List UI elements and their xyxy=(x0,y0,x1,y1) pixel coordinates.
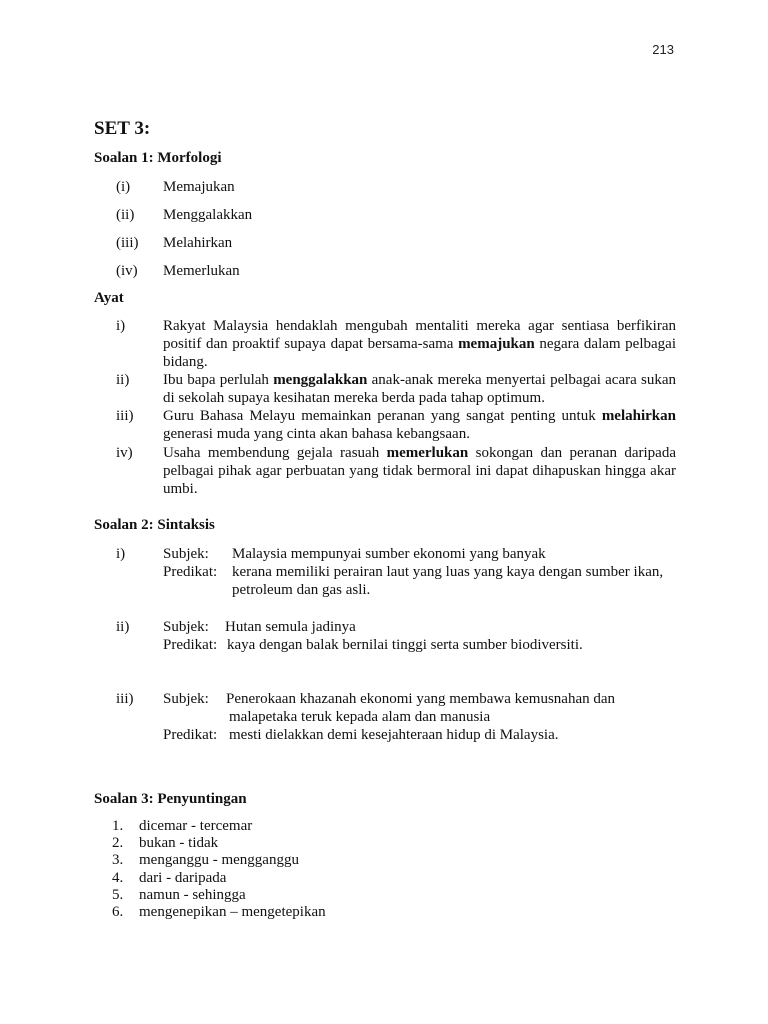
list-item-num: 3. xyxy=(112,852,124,869)
morfologi-item-num: (ii) xyxy=(116,207,135,223)
morfologi-item-text: Melahirkan xyxy=(163,235,233,251)
subjek-text: Penerokaan khazanah ekonomi yang membawa kemusnahan dan xyxy=(226,691,616,707)
ayat-keyword: melahirkan xyxy=(601,408,676,424)
sintaksis-item-num: ii) xyxy=(116,619,130,635)
ayat-item xyxy=(94,371,676,407)
predikat-label: Predikat: xyxy=(163,727,218,743)
morfologi-item-num: (iv) xyxy=(116,263,138,279)
ayat-heading: Ayat xyxy=(94,290,124,306)
subjek-label: Subjek: xyxy=(163,619,209,635)
morfologi-item-text: Memerlukan xyxy=(163,263,240,279)
list-item-text: dari - daripada xyxy=(139,869,227,886)
soalan3-heading: Soalan 3: Penyuntingan xyxy=(94,791,247,807)
subjek-text: Malaysia mempunyai sumber ekonomi yang banyak xyxy=(232,546,546,562)
ayat-keyword: menggalakkan xyxy=(273,372,368,388)
predikat-text: mesti dielakkan demi kesejahteraan hidup di Malaysia. xyxy=(229,727,559,743)
ayat-item-text: Guru Bahasa Melayu memainkan peranan yang sangat penting untuk melahirkan generasi muda yang cinta akan bahasa kebangsaan. xyxy=(163,408,676,442)
soalan1-heading: Soalan 1: Morfologi xyxy=(94,150,222,166)
predikat-label: Predikat: xyxy=(163,637,218,653)
predikat-text: kerana memiliki perairan laut yang luas yang kaya dengan sumber ikan, xyxy=(232,564,664,580)
list-item-text: bukan - tidak xyxy=(139,835,219,852)
morfologi-item-text: Memajukan xyxy=(163,179,235,195)
predikat-continuation: petroleum dan gas asli. xyxy=(232,582,371,598)
predikat-label: Predikat: xyxy=(163,564,218,580)
page-number: 213 xyxy=(652,42,674,57)
ayat-keyword: memajukan xyxy=(458,336,535,352)
sintaksis-item-num: iii) xyxy=(116,691,134,707)
ayat-item-text: Rakyat Malaysia hendaklah mengubah mentaliti mereka agar sentiasa berfikiran positif dan proaktif supaya dapat bersama-sama memajukan negara dalam pelbagai bidang. xyxy=(163,318,676,370)
list-item-num: 1. xyxy=(112,818,124,834)
subjek-label: Subjek: xyxy=(163,691,209,707)
sintaksis-item xyxy=(94,545,694,599)
subjek-label: Subjek: xyxy=(163,546,209,562)
sintaksis-item-num: i) xyxy=(116,546,126,562)
list-item-text: namun - sehingga xyxy=(139,886,246,903)
morfologi-item-num: (i) xyxy=(116,179,131,195)
list-item-num: 4. xyxy=(112,869,124,886)
ayat-item-text: Ibu bapa perlulah menggalakkan anak-anak mereka menyertai pelbagai acara sukan di sekolah supaya kesihatan mereka berda pada tahap optimum. xyxy=(163,372,676,406)
subjek-text: Hutan semula jadinya xyxy=(225,619,356,635)
ayat-item xyxy=(94,317,676,371)
ayat-item-num: iv) xyxy=(116,445,133,461)
ayat-item-num: i) xyxy=(116,318,126,334)
set-title: SET 3: xyxy=(94,118,151,139)
subjek-continuation: malapetaka teruk kepada alam dan manusia xyxy=(229,709,491,725)
ayat-item-num: iii) xyxy=(116,408,134,424)
ayat-item-num: ii) xyxy=(116,372,130,388)
morfologi-item-text: Menggalakkan xyxy=(163,207,253,223)
morfologi-item-num: (iii) xyxy=(116,235,139,251)
sintaksis-item xyxy=(94,690,694,744)
list-item-text: dicemar - tercemar xyxy=(139,818,253,834)
ayat-item-text: Usaha membendung gejala rasuah memerlukan sokongan dan peranan daripada pelbagai pihak agar perbuatan yang tidak bermoral ini dapat dihapuskan hingga akar umbi. xyxy=(163,445,676,497)
list-item-num: 5. xyxy=(112,886,124,903)
predikat-text: kaya dengan balak bernilai tinggi serta sumber biodiversiti. xyxy=(227,637,583,653)
ayat-keyword: memerlukan xyxy=(386,445,469,461)
ayat-item xyxy=(94,444,676,498)
list-item-text: menganggu - mengganggu xyxy=(139,852,299,869)
ayat-item xyxy=(94,407,676,443)
list-item-num: 2. xyxy=(112,835,124,852)
list-item-text: mengenepikan – mengetepikan xyxy=(139,903,326,920)
list-item-num: 6. xyxy=(112,903,124,920)
sintaksis-item xyxy=(94,618,694,654)
soalan2-heading: Soalan 2: Sintaksis xyxy=(94,517,215,533)
